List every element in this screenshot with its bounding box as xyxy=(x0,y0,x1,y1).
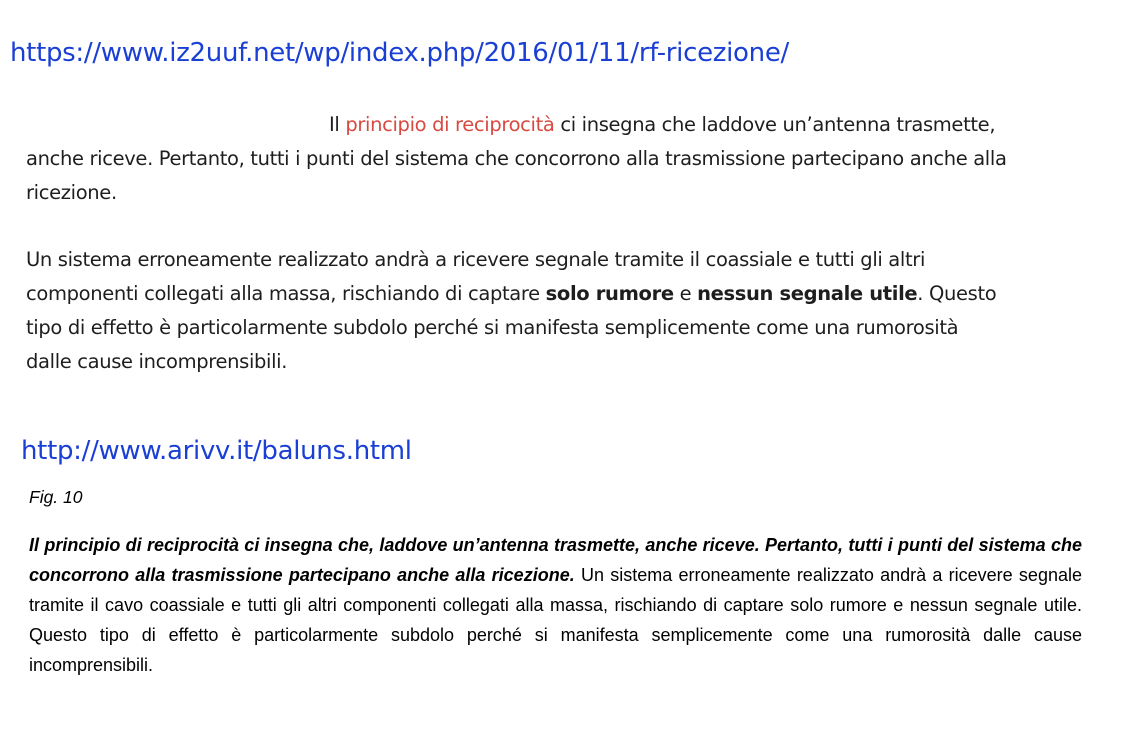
excerpt-iz2uuf xyxy=(26,108,1066,379)
p2-line2-a: componenti collegati alla massa, rischiando di captare xyxy=(26,282,546,305)
p1-line1-end: ci insegna che laddove un’antenna trasmette, xyxy=(554,113,996,136)
reciprocity-highlight: principio di reciprocità xyxy=(345,113,555,136)
p2-line2-b: e xyxy=(673,282,698,305)
p1-start: Il xyxy=(329,113,346,136)
p1-line3: ricezione. xyxy=(26,181,117,204)
p2-line2-c: . Questo xyxy=(917,282,997,305)
p2-line3: tipo di effetto è particolarmente subdolo perché si manifesta semplicemente come una rumorosità xyxy=(26,316,959,339)
excerpt-arivv xyxy=(29,530,1082,680)
bold-solo-rumore: solo rumore xyxy=(545,282,674,305)
paragraph-reciprocity xyxy=(26,108,1066,210)
p1-line2: anche riceve. Pertanto, tutti i punti del sistema che concorrono alla trasmissione partecipano anche alla xyxy=(26,147,1007,170)
bold-nessun-segnale: nessun segnale utile xyxy=(697,282,918,305)
p2-line4: dalle cause incomprensibili. xyxy=(26,350,288,373)
bold-italic-sentence: Il principio di reciprocità ci insegna che, laddove un’antenna trasmette, anche riceve. Pertanto, tutti i punti del sistema che concorrono alla trasmissione partecipano anche alla ricezione. xyxy=(29,535,1082,585)
source-link-arivv[interactable]: http://www.arivv.it/baluns.html xyxy=(21,436,412,466)
figure-label: Fig. 10 xyxy=(29,487,83,507)
p2-line1: Un sistema erroneamente realizzato andrà a ricevere segnale tramite il coassiale e tutti gli altri xyxy=(26,248,926,271)
excerpt-arivv-rest: Un sistema erroneamente realizzato andrà a ricevere segnale tramite il cavo coassiale e tutti gli altri componenti collegati alla massa, rischiando di captare solo rumore e nessun segnale utile. Questo tipo di effetto è particolarmente subdolo perché si manifesta semplicemente come una rumorosità dalle cause incomprensibili. xyxy=(29,565,1082,675)
source-link-iz2uuf[interactable]: https://www.iz2uuf.net/wp/index.php/2016/01/11/rf-ricezione/ xyxy=(10,38,789,68)
paragraph-noise xyxy=(26,243,1066,379)
